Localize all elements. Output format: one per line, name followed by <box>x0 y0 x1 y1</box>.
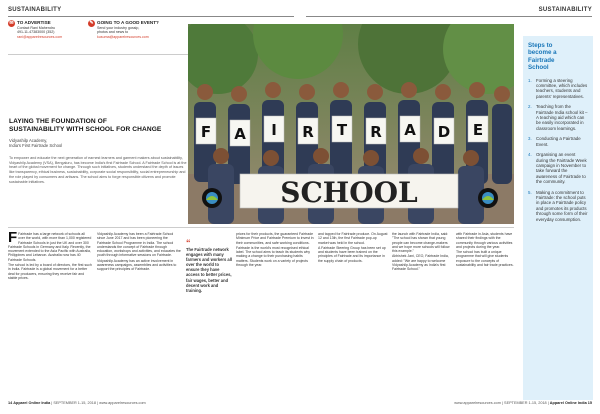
body-paragraph: A Fairtrade Steering Group has been set up and students have been trained on the principles of Fairtrade and its importance in the supply chain of products. <box>318 245 386 263</box>
step-text: Conducting a Fairtrade Event. <box>536 136 581 147</box>
step-text: Teaching from the Fairtrade India school kit – A teaching aid which can be easily incorporated in classroom learnings. <box>536 104 588 131</box>
fairtrade-logo-icon <box>202 188 222 208</box>
photo-divider <box>8 227 514 228</box>
byline <box>9 138 62 149</box>
step-number: 4. <box>528 152 532 158</box>
body-paragraph: the launch with Fairtrade India, said: "The school has shown that young people can become change-makers and we hope more schools will follow this example." <box>392 232 450 254</box>
website-link-left[interactable]: www.apparelresources.com <box>99 401 146 405</box>
step-number: 5. <box>528 189 532 195</box>
body-paragraph: Abhishek Jani, CEO, Fairtrade India, added: "We are happy to welcome Vidyashilp Academy as India's first Fairtrade School." <box>392 254 449 272</box>
event-heading: GOING TO A GOOD EVENT? <box>97 20 159 25</box>
footer-left: 14 Apparel Online India | SEPTEMBER 1-15, 2018 | www.apparelresources.com <box>8 401 146 405</box>
photo-letter: I <box>271 121 277 139</box>
step-number: 2. <box>528 104 532 110</box>
event-line-2: photos and news to <box>97 30 129 35</box>
section-title-right: SUSTAINABILITY <box>538 7 592 13</box>
body-paragraph: Vidyashilp Academy has been a Fairtrade School since June 2017 and has been pioneering the Fairtrade School Programme in India. The school understands the concept of Fairtrade through education, workshops and activities, and educates the youth through informative sessions on Fairtrade. <box>97 232 181 258</box>
headline-line-1: LAYING THE FOUNDATION OF <box>9 118 108 125</box>
body-column-1 <box>8 229 92 281</box>
advertise-email-link[interactable]: rani@apparelresources.com <box>17 34 63 39</box>
step-text: Making a commitment to Fairtrade: the school puts in place a Fairtrade policy and promotes its products through some form of their everyday consumption. <box>536 189 588 222</box>
advertise-box <box>8 20 88 54</box>
photo-letter: E <box>472 121 484 139</box>
photo-letter: A <box>234 125 246 143</box>
steps-sidebar <box>523 36 593 400</box>
photo-letter: T <box>336 121 348 139</box>
photo-letter: D <box>437 123 451 141</box>
body-paragraph: and tapped for Fairtrade produce. On August 12 and 13th, the first Fairtrade pop-up market was held in the school. <box>318 232 388 245</box>
headline-line-2: SUSTAINABILITY WITH SCHOOL FOR CHANGE <box>9 126 162 133</box>
students-photo-illustration <box>188 24 514 224</box>
sidebar-step <box>528 78 588 100</box>
megaphone-icon: ✉ <box>9 20 14 26</box>
body-paragraph: F Fairtrade has a large network of schools all over the world, with more than 1,000 registered Fairtrade Schools in just the UK and over 300 Fairtrade Schools in Germany and Italy. Recently, the movement extended to the Asia Pacific with Australia, Philippines and Lebanon. Australia now has 40 Fairtrade Schools. <box>8 229 92 262</box>
school-banner-text: SCHOOL <box>280 176 418 209</box>
body-paragraph: with Fairtrade in Asia, students have shared their findings with the community through various activities and projects during the year. <box>456 232 513 249</box>
sidebar-step <box>528 152 588 184</box>
publication-name-right: Apparel Online India <box>549 401 587 405</box>
step-text: Forming a steering committee, which includes teachers, students and parents' representatives. <box>536 77 588 99</box>
step-number: 1. <box>528 77 532 83</box>
page-number-left: 14 <box>8 401 13 405</box>
pull-quote-text: The Fairtrade network engages with many farmers and workers all over the world to ensure they have access to better prices, fair wages, better and decent work and training. <box>186 247 232 293</box>
body-paragraph: Vidyashilp Academy has an active involvement in awareness campaigns, assemblies and activities to support the principles of Fairtrade. <box>97 258 177 272</box>
body-column-5 <box>392 232 454 273</box>
photo-letter: R <box>370 123 382 141</box>
section-title-left: SUSTAINABILITY <box>8 7 62 13</box>
event-email-link[interactable]: kusuma@apparelresources.com <box>97 34 149 39</box>
step-text: Organising an event during the Fairtrade Week campaign in November to take forward the awareness of Fairtrade to the community. <box>536 152 587 185</box>
publication-name-left: Apparel Online India <box>13 401 51 405</box>
body-column-2 <box>97 232 181 273</box>
byline-school: Vidyashilp Academy, <box>9 138 48 143</box>
issue-date-right: SEPTEMBER 1-15, 2018 <box>504 401 547 405</box>
byline-status: India's First Fairtrade School <box>9 143 63 149</box>
standfirst: To empower and educate the next generation of earnest learners and garment makers about sustainability, Vidyashilp Academy (VSA), Bengaluru, has become India's first Fairtrade School. A Fairtrade School is at the heart of the global movement for change. Through such initiatives, students understand the depth of issues like transparency, ethical business, sustainability, corporate social responsibility, social entrepreneurship and the role played by consumers and artisans. The school aims to forge responsible citizens and promote sustainable initiatives. <box>9 156 187 184</box>
sidebar-step <box>528 136 588 147</box>
body-paragraph: The school is led by a board of directors, the first such in India. Fairtrade is a global movement for a better deal for producers, ensuring they receive fair and stable prices. <box>8 263 92 280</box>
fairtrade-logo-icon <box>478 188 498 208</box>
pull-quote <box>186 240 232 293</box>
body-paragraph: Fairtrade is the world's most recognised ethical label. The school aims to teach its students why making a change to their purchasing habits matters. Students work on a variety of projects through the year. <box>236 245 311 268</box>
event-line-1: Send your industry gossip, <box>97 25 140 30</box>
header-rule-left <box>8 16 294 17</box>
page-number-right: 15 <box>587 401 592 405</box>
advertise-phone: 491-11-47383000 (352) <box>17 30 55 35</box>
body-paragraph: prices for their products, the guaranteed Fairtrade Minimum Price and Fairtrade Premium to invest in their communities, and safe working conditions. <box>236 232 314 245</box>
header-rule-right <box>306 16 592 17</box>
body-column-4 <box>318 232 388 264</box>
sidebar-title: Steps to become a Fairtrade School <box>528 42 557 72</box>
body-paragraph: The school has built a unique programme that will give students exposure to the concepts of sustainability and fair trade practices. <box>456 250 514 268</box>
footer-right: www.apparelresources.com | SEPTEMBER 1-15, 2018 | Apparel Online India 15 <box>454 401 592 405</box>
website-link-right[interactable]: www.apparelresources.com <box>454 401 501 405</box>
students-photo <box>188 24 514 224</box>
photo-letter: A <box>404 121 416 139</box>
step-number: 3. <box>528 136 532 142</box>
advertise-heading: TO ADVERTISE <box>17 20 51 25</box>
drop-cap: F <box>8 229 18 246</box>
body-column-3 <box>236 232 314 268</box>
calendar-icon: ✎ <box>89 20 94 26</box>
quote-mark-icon: “ <box>186 238 191 248</box>
sidebar-step <box>528 104 588 131</box>
body-column-6 <box>456 232 518 268</box>
advertise-contact-name: Contact Rani Mahendru <box>17 25 55 30</box>
article-headline <box>9 118 184 134</box>
photo-letter: F <box>200 123 212 141</box>
photo-letter: R <box>302 123 314 141</box>
issue-date-left: SEPTEMBER 1-15, 2018 <box>53 401 96 405</box>
sidebar-step <box>528 190 588 222</box>
